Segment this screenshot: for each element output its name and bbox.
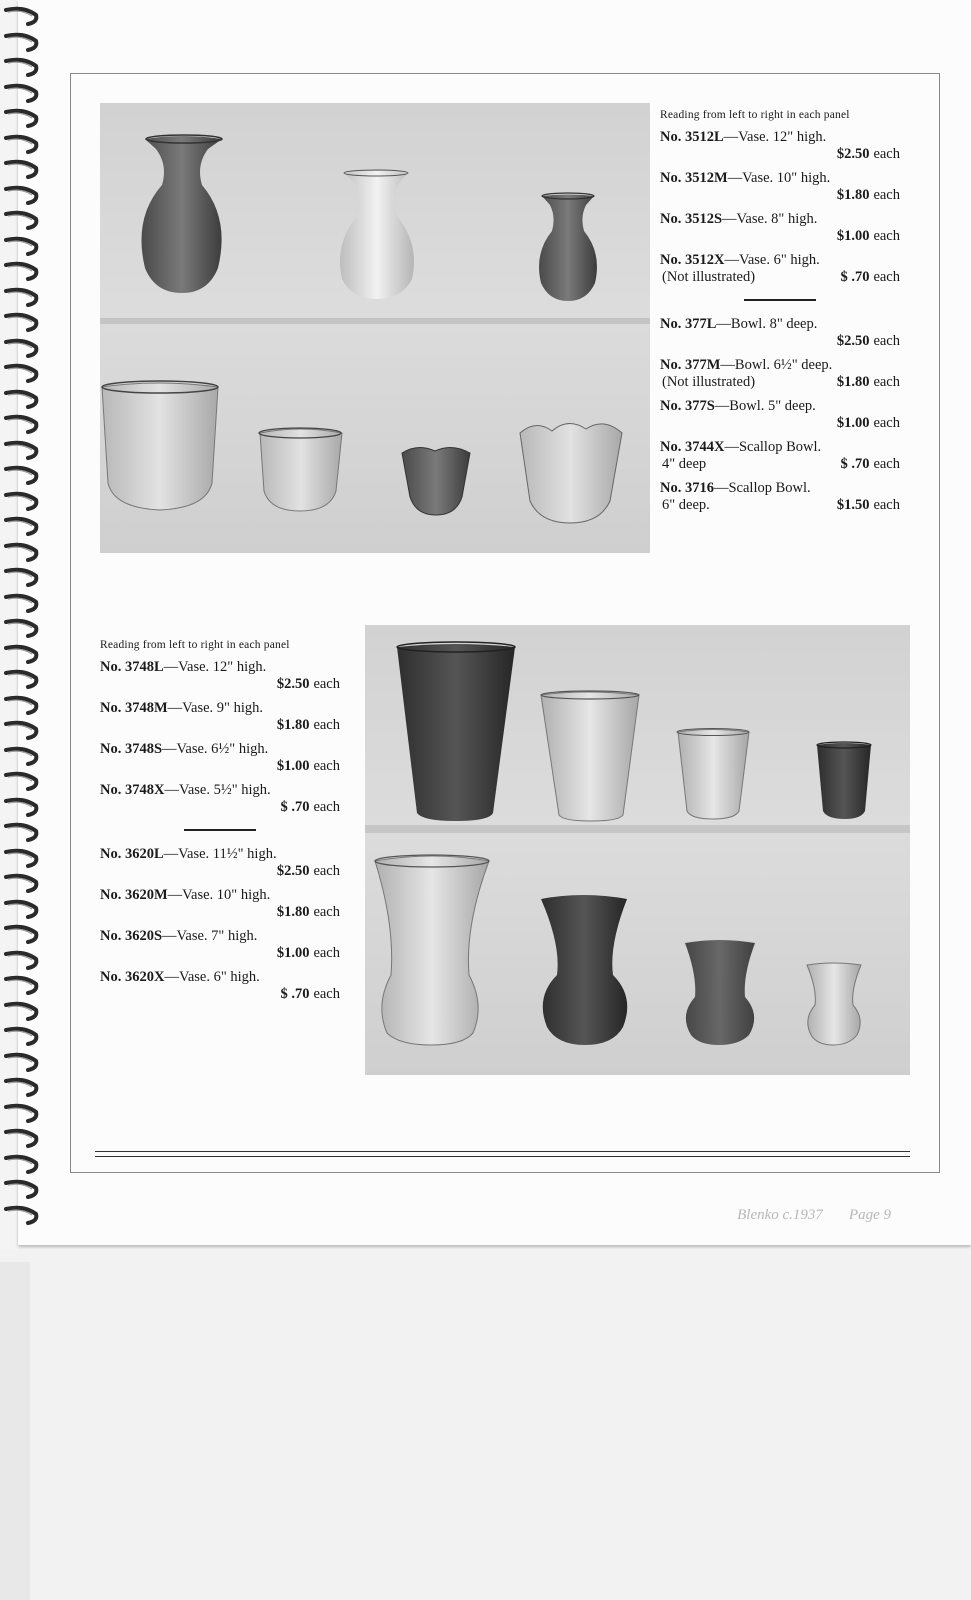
catalog-item [660,358,900,390]
catalog-item [100,742,340,774]
binding-coil [2,746,40,768]
caption-separator [744,299,816,301]
item-description: —Vase. 12" high. [163,658,267,675]
item-note: 4" deep [662,456,707,472]
catalog-item [100,701,340,733]
catalog-item [660,253,900,285]
item-description: —Vase. 8" high. [722,210,818,227]
item-number: No. 377M [660,356,721,373]
item-price-unit: each [873,187,900,203]
binding-coil [2,873,40,895]
item-line [100,847,340,862]
catalog-item [660,212,900,244]
binding-coil [2,899,40,921]
item-price-unit: each [313,863,340,879]
binding-coil [2,924,40,946]
binding-coil [2,1052,40,1074]
item-price-row [660,457,900,472]
item-number: No. 3512M [660,169,728,186]
item-line [660,171,900,186]
item-price-value: $2.50 [276,676,310,692]
item-number: No. 3620M [100,886,168,903]
binding-coil [2,236,40,258]
binding-coil [2,210,40,232]
catalog-item [100,847,340,879]
item-price [277,905,340,920]
binding-coil [2,261,40,283]
binding-coil [2,57,40,79]
item-number: No. 3748X [100,781,165,798]
binding-coil [2,1205,40,1227]
binding-coil [2,1179,40,1201]
binding-coil [2,1128,40,1150]
item-price [837,416,900,431]
binding-coil [2,32,40,54]
binding-coil [2,950,40,972]
catalog-item [660,399,900,431]
item-description: —Vase. 11½" high. [163,845,277,862]
item-number: No. 377S [660,397,715,414]
item-price [837,229,900,244]
item-line [660,212,900,227]
item-price-row [100,759,340,774]
binding-coil [2,644,40,666]
catalog-item [100,929,340,961]
catalog-item [660,317,900,349]
item-price-value: $1.00 [836,415,870,431]
binding-coil [2,822,40,844]
catalog-item [660,440,900,472]
background-surface [0,1250,971,1600]
catalog-item [100,970,340,1002]
footer-credit: Blenko c.1937 [737,1207,823,1223]
binding-coil [2,1001,40,1023]
item-price-value: $ .70 [840,456,870,472]
item-description: —Vase. 6" high. [724,251,820,268]
caption-heading: Reading from left to right in each panel [660,109,850,121]
item-line [660,253,900,268]
caption-heading: Reading from left to right in each panel [100,639,290,651]
item-price-value: $1.80 [836,187,870,203]
item-description: —Scallop Bowl. [724,438,822,455]
page-footer [737,1207,891,1224]
item-price-row [100,800,340,815]
binding-coil [2,134,40,156]
item-price [277,864,340,879]
item-price-unit: each [873,333,900,349]
photo-tall-vases [365,625,910,1075]
item-price-unit: each [313,676,340,692]
item-price-value: $1.80 [276,717,310,733]
catalog-item [100,888,340,920]
item-price-row [660,498,900,513]
caption-list-vases [660,130,900,285]
binding-coil [2,6,40,28]
item-price-unit: each [313,904,340,920]
item-description: —Vase. 6½" high. [162,740,269,757]
binding-coil [2,975,40,997]
item-line [100,888,340,903]
binding-coil [2,83,40,105]
item-line [100,742,340,757]
item-line [660,440,900,455]
item-price-row [660,375,900,390]
catalog-item [660,171,900,203]
item-price-row [100,718,340,733]
item-line [660,317,900,332]
caption-list-3748 [100,660,340,815]
caption-list-bowls [660,317,900,513]
binding-coil [2,1077,40,1099]
item-price-value: $1.80 [836,374,870,390]
binding-coil [2,848,40,870]
item-price-row [100,987,340,1002]
spiral-binding [0,0,40,1250]
item-price-unit: each [873,228,900,244]
binding-coil [2,159,40,181]
item-price-row [660,270,900,285]
item-number: No. 3512S [660,210,723,227]
item-price-value: $2.50 [836,333,870,349]
item-price-unit: each [873,374,900,390]
item-price [280,987,340,1002]
footer-rule-top [95,1151,910,1152]
item-number: No. 3512X [660,251,725,268]
binding-coil [2,185,40,207]
item-price-row [100,677,340,692]
item-price [840,270,900,285]
item-price-value: $2.50 [836,146,870,162]
item-line [660,358,900,373]
binding-coil [2,669,40,691]
footer-rule-bottom [95,1156,910,1157]
item-line [100,929,340,944]
binding-coil [2,542,40,564]
item-description: —Vase. 10" high. [727,169,831,186]
item-line [100,701,340,716]
binding-coil [2,797,40,819]
glassware-photo-illustration [100,103,650,553]
item-price-value: $1.80 [276,904,310,920]
item-price-value: $1.00 [836,228,870,244]
binding-coil [2,593,40,615]
binding-coil [2,414,40,436]
item-description: —Vase. 9" high. [167,699,263,716]
caption-bottom-panel [100,640,340,1011]
binder-edge [0,1262,30,1600]
item-line [660,481,900,496]
binding-coil [2,1103,40,1125]
item-price-value: $2.50 [276,863,310,879]
item-price [837,188,900,203]
item-description: —Bowl. 6½" deep. [720,356,833,373]
item-price [837,147,900,162]
item-description: —Scallop Bowl. [713,479,811,496]
item-price-value: $ .70 [280,799,310,815]
caption-separator [184,829,256,831]
item-price-unit: each [873,146,900,162]
item-price-unit: each [313,717,340,733]
item-price-unit: each [873,415,900,431]
item-price-row [660,334,900,349]
binding-coil [2,618,40,640]
item-price-value: $1.00 [276,758,310,774]
item-line [100,783,340,798]
item-description: —Bowl. 8" deep. [716,315,818,332]
item-price-value: $1.50 [836,497,870,513]
catalog-item [100,783,340,815]
item-description: —Vase. 10" high. [167,886,271,903]
binding-coil [2,465,40,487]
item-line [660,399,900,414]
item-note: (Not illustrated) [662,374,756,390]
item-description: —Vase. 12" high. [723,128,827,145]
item-price [277,718,340,733]
item-description: —Vase. 5½" high. [164,781,271,798]
item-line [100,660,340,675]
binding-coil [2,108,40,130]
item-price-unit: each [873,456,900,472]
item-price [837,375,900,390]
item-number: No. 3620S [100,927,163,944]
caption-list-3620 [100,847,340,1002]
item-line [660,130,900,145]
binding-coil [2,389,40,411]
caption-top-panel [660,110,900,522]
item-price-unit: each [313,986,340,1002]
item-price-row [660,188,900,203]
item-price-row [100,905,340,920]
binding-coil [2,440,40,462]
photo-vases-and-bowls [100,103,650,553]
binding-coil [2,287,40,309]
item-price [277,677,340,692]
item-price-value: $ .70 [280,986,310,1002]
binding-coil [2,1154,40,1176]
binding-coil [2,363,40,385]
catalog-item [100,660,340,692]
binding-coil [2,338,40,360]
item-price-unit: each [873,269,900,285]
binding-coil [2,312,40,334]
item-price [277,946,340,961]
item-number: No. 3620X [100,968,165,985]
item-price-row [660,147,900,162]
item-price [837,334,900,349]
item-number: No. 3716 [660,479,714,496]
binding-coil [2,516,40,538]
item-description: —Bowl. 5" deep. [714,397,816,414]
catalog-item [660,481,900,513]
item-line [100,970,340,985]
glassware-photo-illustration [365,625,910,1075]
item-price [280,800,340,815]
footer-page-number: Page 9 [848,1207,891,1223]
item-number: No. 3748M [100,699,168,716]
item-number: No. 377L [660,315,717,332]
item-price-value: $1.00 [276,945,310,961]
binding-coil [2,1026,40,1048]
item-number: No. 3748L [100,658,164,675]
item-price [837,498,900,513]
item-price-unit: each [313,758,340,774]
binding-coil [2,695,40,717]
item-price [840,457,900,472]
item-description: —Vase. 7" high. [162,927,258,944]
item-price-unit: each [873,497,900,513]
item-number: No. 3748S [100,740,163,757]
item-note: 6" deep. [662,497,710,513]
item-note: (Not illustrated) [662,269,756,285]
item-price-row [660,229,900,244]
catalog-item [660,130,900,162]
item-price [277,759,340,774]
item-price-unit: each [313,945,340,961]
item-description: —Vase. 6" high. [164,968,260,985]
binding-coil [2,771,40,793]
item-number: No. 3744X [660,438,725,455]
item-price-row [100,946,340,961]
item-price-row [100,864,340,879]
binding-coil [2,720,40,742]
item-number: No. 3512L [660,128,724,145]
binding-coil [2,491,40,513]
item-number: No. 3620L [100,845,164,862]
binding-coil [2,567,40,589]
item-price-value: $ .70 [840,269,870,285]
item-price-unit: each [313,799,340,815]
item-price-row [660,416,900,431]
